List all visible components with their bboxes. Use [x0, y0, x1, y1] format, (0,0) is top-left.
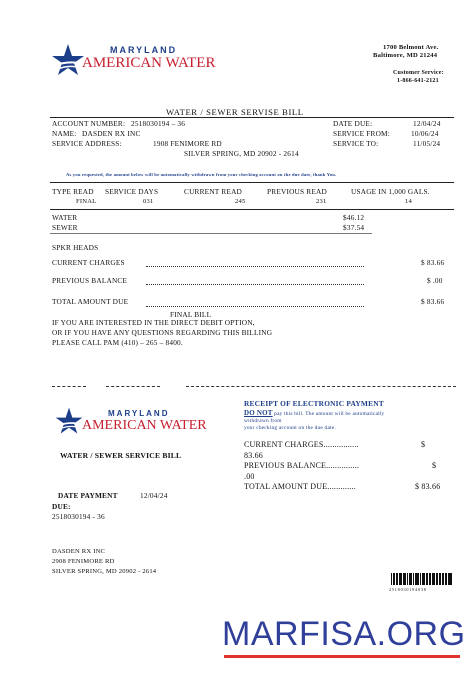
- company-address-line2: Baltimore, MD 21244: [373, 52, 438, 59]
- usage-gallons: 14: [405, 198, 412, 205]
- stub-title: WATER / SEWER SERVICE BILL: [60, 451, 182, 460]
- current-charges-label: CURRENT CHARGES: [52, 258, 125, 267]
- name-value: DASDEN RX INC: [82, 129, 141, 138]
- stub-logo-american-water-text: AMERICAN WATER: [82, 418, 207, 433]
- stub-current-charges-label: CURRENT CHARGES................: [244, 440, 359, 449]
- payment-barcode: [391, 573, 453, 585]
- barcode-bar: [437, 573, 438, 585]
- receipt-line1: [244, 409, 384, 417]
- usage-header-service-days: SERVICE DAYS: [105, 187, 159, 196]
- previous-balance-leader: [146, 284, 364, 285]
- sewer-amount: $37.54: [343, 223, 365, 232]
- service-address-line2: SILVER SPRING, MD 20902 - 2614: [184, 149, 299, 158]
- barcode-bar: [424, 573, 425, 585]
- account-label: ACCOUNT NUMBER:: [52, 119, 126, 128]
- watermark-underline: [224, 655, 460, 658]
- current-charges-leader: [146, 266, 364, 267]
- star-logo-icon: [54, 406, 84, 436]
- barcode-number: 2518030194038: [389, 587, 427, 592]
- usage-header-type-read: TYPE READ: [52, 187, 94, 196]
- stub-address-line1: DASDEN RX INC: [52, 548, 106, 555]
- usage-current-read: 245: [235, 198, 246, 205]
- total-due-label: TOTAL AMOUNT DUE: [52, 297, 129, 306]
- date-due-label: DATE DUE:: [333, 119, 373, 128]
- spkr-heads-label: SPKR HEADS: [52, 243, 99, 252]
- previous-balance-label: PREVIOUS BALANCE: [52, 276, 128, 285]
- receipt-title: RECEIPT OF ELECTRONIC PAYMENT: [244, 399, 384, 408]
- barcode-bar: [451, 573, 452, 585]
- tear-line-3: [186, 386, 456, 387]
- stub-previous-balance-value: .00: [244, 472, 255, 481]
- barcode-bar: [391, 573, 392, 585]
- usage-header-current-read: CURRENT READ: [184, 187, 243, 196]
- auto-withdraw-notice: As you requested, the amount below will be automatically withdrawn from your checking account on the due date, thank You.: [66, 172, 337, 177]
- receipt-line2: withdrawn from: [244, 418, 282, 424]
- message-line1: IF YOU ARE INTERESTED IN THE DIRECT DEBIT OPTION,: [52, 318, 255, 327]
- service-to-value: 11/05/24: [413, 139, 441, 148]
- customer-service-phone: 1-866-641-2121: [397, 78, 439, 84]
- watermark-text: MARFISA.ORG: [222, 615, 466, 653]
- stub-account-value: 2518030194 - 36: [52, 512, 105, 521]
- tear-line-1: [52, 386, 86, 387]
- stub-previous-balance-dollar: $: [432, 461, 437, 470]
- usage-bottom-rule: [50, 209, 454, 210]
- service-address-label: SERVICE ADDRESS:: [52, 139, 122, 148]
- service-to-label: SERVICE TO:: [333, 139, 379, 148]
- marfisa-watermark: [222, 615, 466, 654]
- barcode-bar: [443, 573, 444, 585]
- stub-total-value: $ 83.66: [415, 482, 441, 491]
- receipt-line3: your checking account on the due date.: [244, 425, 336, 431]
- date-payment-value: 12/04/24: [140, 491, 168, 500]
- barcode-bar: [418, 573, 419, 585]
- total-due-leader: [146, 306, 364, 307]
- logo-american-water-text: AMERICAN WATER: [82, 55, 216, 71]
- stub-logo-maryland-text: MARYLAND: [108, 409, 170, 418]
- service-address-line1: 1908 FENIMORE RD: [153, 139, 222, 148]
- barcode-bar: [404, 573, 406, 585]
- usage-top-rule: [50, 182, 454, 183]
- stub-total-label: TOTAL AMOUNT DUE.............: [244, 482, 356, 491]
- charges-rule: [50, 233, 372, 234]
- service-from-value: 10/06/24: [411, 129, 439, 138]
- stub-due-label: DUE:: [52, 502, 71, 511]
- stub-address-line3: SILVER SPRING, MD 20902 - 2614: [52, 568, 157, 575]
- date-due-value: 12/04/24: [413, 119, 441, 128]
- previous-balance-value: $ .00: [427, 276, 443, 285]
- sewer-label: SEWER: [52, 223, 78, 232]
- barcode-bar: [430, 573, 431, 585]
- usage-type-read: FINAL: [76, 198, 97, 205]
- stub-current-charges-dollar: $: [421, 440, 426, 449]
- name-label: NAME:: [52, 129, 77, 138]
- bill-title: WATER / SEWER SERVISE BILL: [166, 107, 304, 117]
- water-amount: $46.12: [343, 213, 365, 222]
- date-payment-label: DATE PAYMENT: [58, 491, 118, 500]
- usage-header-previous-read: PREVIOUS READ: [267, 187, 327, 196]
- stub-address-line2: 2908 FENIMORE RD: [52, 558, 115, 565]
- logo-maryland-text: MARYLAND: [110, 45, 178, 55]
- star-logo-icon: [50, 42, 86, 78]
- total-due-value: $ 83.66: [421, 297, 445, 306]
- title-rule: [50, 117, 454, 118]
- usage-previous-read: 231: [316, 198, 327, 205]
- stub-previous-balance-label: PREVIOUS BALANCE...............: [244, 461, 360, 470]
- stub-current-charges-value: 83.66: [244, 451, 263, 460]
- company-address-line1: 1700 Belmont Ave.: [383, 44, 439, 51]
- do-not-text: DO NOT: [244, 409, 273, 417]
- current-charges-value: $ 83.66: [421, 258, 445, 267]
- barcode-bar: [410, 573, 412, 585]
- usage-header-usage: USAGE IN 1,000 GALS.: [351, 187, 430, 196]
- final-bill-label: FINAL BILL: [170, 310, 212, 319]
- message-line3: PLEASE CALL PAM (410) – 265 – 8400.: [52, 338, 183, 347]
- service-from-label: SERVICE FROM:: [333, 129, 390, 138]
- account-value: 2518030194 – 36: [131, 119, 186, 128]
- message-line2: OR IF YOU HAVE ANY QUESTIONS REGARDING THIS BILLING: [52, 328, 273, 337]
- water-label: WATER: [52, 213, 78, 222]
- usage-service-days: 031: [143, 198, 154, 205]
- tear-line-2: [106, 386, 160, 387]
- customer-service-label: Customer Service:: [393, 70, 444, 76]
- receipt-line1-text: pay this bill. The amount will be automatically: [272, 411, 385, 417]
- barcode-bar: [397, 573, 398, 585]
